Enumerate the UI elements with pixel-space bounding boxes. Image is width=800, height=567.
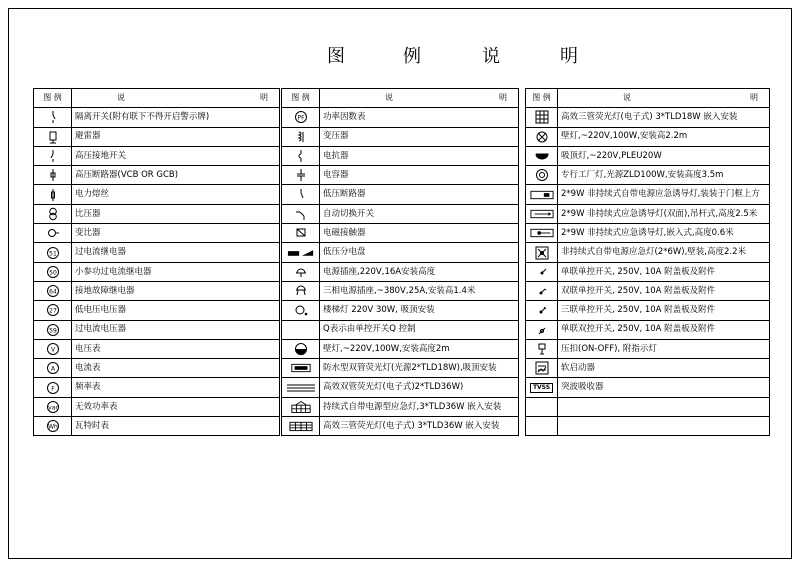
table-row: [282, 378, 519, 397]
exit-sign-icon: [530, 188, 554, 202]
symbol-cell: [34, 339, 72, 358]
table-row: [282, 281, 519, 300]
description-cell: 2*9W 非持续式应急诱导灯(双面),吊杆式,高度2.5米: [558, 204, 770, 223]
waterproof-fluorescent-icon: [290, 361, 312, 375]
description-cell: 2*9W 非持续式应急诱导灯,嵌入式,高度0.6米: [558, 224, 770, 243]
svg-text:27: 27: [48, 307, 57, 315]
svg-text:64: 64: [48, 288, 57, 296]
triple-switch-icon: [535, 303, 549, 317]
table-row: [282, 127, 519, 146]
ceiling-lamp-icon: [294, 303, 308, 317]
description-cell: 电源插座,220V,16A安装高度: [320, 262, 519, 281]
symbol-cell: [34, 185, 72, 204]
direction-sign-icon: [530, 207, 554, 221]
table-header: [282, 89, 519, 108]
description-cell: 电容器: [320, 166, 519, 185]
page-title: [0, 42, 800, 72]
table-row: [282, 204, 519, 223]
header-desc-left: 说: [117, 93, 125, 103]
header-symbol: 图 例: [34, 89, 72, 108]
table-row: [526, 146, 770, 165]
symbol-cell: [526, 185, 558, 204]
symbol-cell: [526, 339, 558, 358]
description-cell: 突波吸收器: [558, 378, 770, 397]
socket-icon: [294, 265, 308, 279]
table-row: [526, 301, 770, 320]
description-cell: 低压分电盘: [320, 243, 519, 262]
legend-table-1: [33, 88, 280, 436]
power-factor-meter-icon: [294, 110, 308, 124]
tvss-icon: TVSS: [530, 383, 553, 393]
description-cell: 电力熔丝: [72, 185, 280, 204]
svg-text:51: 51: [48, 250, 57, 258]
table-row: [34, 301, 280, 320]
title-char: 图: [327, 46, 345, 67]
symbol-cell: [34, 224, 72, 243]
symbol-cell: [526, 127, 558, 146]
legend-table-2: [281, 88, 519, 436]
description-cell: 高效三管荧光灯(电子式) 3*TLD36W 嵌入安装: [320, 417, 519, 436]
emergency-box-icon: [535, 246, 549, 260]
description-cell: 频率表: [72, 378, 280, 397]
description-cell: 变比器: [72, 224, 280, 243]
double-fluorescent-icon: [286, 381, 316, 395]
symbol-cell: [282, 417, 320, 436]
description-cell: 专行工厂灯,光源ZLD100W,安装高度3.5m: [558, 166, 770, 185]
description-cell: 楼梯灯 220V 30W, 吸顶安装: [320, 301, 519, 320]
table-row: [34, 185, 280, 204]
transformer-coil-icon: [294, 130, 308, 144]
symbol-cell: [526, 417, 558, 436]
table-row: [34, 166, 280, 185]
ammeter-icon: [46, 361, 60, 375]
symbol-cell: [526, 281, 558, 300]
description-cell: 电压表: [72, 339, 280, 358]
grid-fluorescent-icon: [535, 110, 549, 124]
table-row: [34, 127, 280, 146]
symbol-cell: [526, 262, 558, 281]
symbol-cell: [526, 108, 558, 127]
svg-text:Wh: Wh: [47, 423, 58, 431]
description-cell: 高压接地开关: [72, 146, 280, 165]
symbol-cell: [526, 397, 558, 416]
table-row: [34, 281, 280, 300]
description-cell: 功率因数表: [320, 108, 519, 127]
svg-text:50: 50: [48, 269, 57, 277]
symbol-cell: [282, 301, 320, 320]
reactive-power-meter-icon: [46, 400, 60, 414]
description-cell: 2*9W 非持续式自带电源应急诱导灯,装装于门框上方: [558, 185, 770, 204]
description-cell: 吸顶灯,~220V,PLEU20W: [558, 146, 770, 165]
table-row: [34, 397, 280, 416]
table-row: [282, 185, 519, 204]
wall-lamp-icon: [294, 342, 308, 356]
description-cell: 双联单控开关, 250V, 10A 附盖板及附件: [558, 281, 770, 300]
title-char: 明: [560, 46, 578, 67]
header-description: [558, 89, 770, 108]
table-row: [282, 108, 519, 127]
double-switch-icon: [535, 284, 549, 298]
table-row: [34, 243, 280, 262]
table-row: [526, 243, 770, 262]
description-cell: 过电流继电器: [72, 243, 280, 262]
description-cell: 接地故障继电器: [72, 281, 280, 300]
table-row: [34, 320, 280, 339]
table-row: [34, 224, 280, 243]
auto-transfer-switch-icon: [294, 207, 308, 221]
svg-text:A: A: [50, 365, 55, 373]
description-cell: 三相电源插座,~380V,25A,安装高1.4米: [320, 281, 519, 300]
direction-sign-2-icon: [530, 226, 554, 240]
table-row: [526, 320, 770, 339]
symbol-cell: [526, 166, 558, 185]
watthour-meter-icon: [46, 419, 60, 433]
description-cell: 变压器: [320, 127, 519, 146]
header-symbol: 图 例: [526, 89, 558, 108]
symbol-cell: [526, 146, 558, 165]
description-cell: 隔离开关(附有联下不得开启警示牌): [72, 108, 280, 127]
symbol-cell: [282, 204, 320, 223]
symbol-cell: [526, 359, 558, 378]
table-row: [526, 397, 770, 416]
symbol-cell: [282, 262, 320, 281]
table-row: [526, 378, 770, 397]
description-cell: 持续式自带电源型应急灯,3*TLD36W 嵌入安装: [320, 397, 519, 416]
header-description: [320, 89, 519, 108]
title-char: 例: [403, 46, 421, 67]
header-desc-right: 明: [499, 93, 507, 103]
capacitor-icon: [294, 168, 308, 182]
triple-fluorescent-icon: [289, 419, 313, 433]
table-row: [526, 108, 770, 127]
symbol-cell: [282, 166, 320, 185]
emergency-lamp-icon: [290, 400, 312, 414]
symbol-cell: [34, 397, 72, 416]
symbol-cell: [34, 320, 72, 339]
lv-distribution-board-icon: [287, 246, 315, 260]
ceiling-lamp-2-icon: [535, 149, 549, 163]
symbol-cell: [282, 146, 320, 165]
symbol-cell: [34, 243, 72, 262]
table-row: [282, 166, 519, 185]
symbol-cell: [34, 378, 72, 397]
svg-text:59: 59: [48, 327, 57, 335]
table-row: [282, 397, 519, 416]
title-char: 说: [482, 46, 500, 67]
description-cell: 高压断路器(VCB OR GCB): [72, 166, 280, 185]
table-row: [282, 262, 519, 281]
description-cell: 过电流电压器: [72, 320, 280, 339]
table-row: [282, 320, 519, 339]
symbol-cell: [526, 243, 558, 262]
table-header: [34, 89, 280, 108]
symbol-cell: [34, 127, 72, 146]
description-cell: 瓦特时表: [72, 417, 280, 436]
symbol-cell: [282, 359, 320, 378]
symbol-cell: [282, 108, 320, 127]
description-cell: Q表示由单控开关Q 控制: [320, 320, 519, 339]
description-cell: 高效双管荧光灯(电子式)2*TLD36W): [320, 378, 519, 397]
transformer-icon: [46, 207, 60, 221]
table-row: [282, 243, 519, 262]
symbol-cell: [282, 378, 320, 397]
single-switch-icon: [535, 265, 549, 279]
svg-text:var: var: [47, 404, 58, 412]
table-row: [526, 262, 770, 281]
symbol-cell: [34, 204, 72, 223]
undervoltage-relay-icon: [46, 303, 60, 317]
wall-lamp-2-icon: [535, 130, 549, 144]
svg-text:F: F: [50, 385, 55, 393]
ground-fault-relay-icon: [46, 284, 60, 298]
description-cell: 压扣(ON-OFF), 附指示灯: [558, 339, 770, 358]
symbol-cell: [282, 185, 320, 204]
description-cell: 壁灯,~220V,100W,安装高度2m: [320, 339, 519, 358]
table-row: [34, 262, 280, 281]
symbol-cell: [526, 204, 558, 223]
svg-text:V: V: [50, 346, 55, 354]
description-cell: 小参功过电流继电器: [72, 262, 280, 281]
table-row: [34, 108, 280, 127]
table-row: [282, 301, 519, 320]
symbol-cell: [282, 397, 320, 416]
lv-breaker-icon: [294, 188, 308, 202]
symbol-cell: [526, 224, 558, 243]
symbol-cell: [526, 378, 558, 397]
header-description: [72, 89, 280, 108]
description-cell: 电磁接触器: [320, 224, 519, 243]
overcurrent-relay-icon: [46, 246, 60, 260]
symbol-cell: [34, 359, 72, 378]
reactor-icon: [294, 149, 308, 163]
table-row: [282, 359, 519, 378]
table-row: [282, 417, 519, 436]
two-way-switch-icon: [535, 323, 549, 337]
symbol-cell: [282, 127, 320, 146]
three-phase-socket-icon: [294, 284, 308, 298]
symbol-cell: [526, 320, 558, 339]
table-row: [526, 127, 770, 146]
symbol-cell: [282, 339, 320, 358]
description-cell: 无效功率表: [72, 397, 280, 416]
table-row: [526, 185, 770, 204]
symbol-cell: [34, 166, 72, 185]
table-row: [282, 224, 519, 243]
symbol-cell: [282, 243, 320, 262]
overcurrent-relay-b-icon: [46, 323, 60, 337]
description-cell: 电抗器: [320, 146, 519, 165]
table-row: [34, 378, 280, 397]
table-row: [526, 339, 770, 358]
header-desc-right: 明: [260, 93, 268, 103]
description-cell: 低电压电压器: [72, 301, 280, 320]
description-cell: 低压断路器: [320, 185, 519, 204]
hv-earthing-switch-icon: [46, 149, 60, 163]
frequency-meter-icon: [46, 381, 60, 395]
table-header: [526, 89, 770, 108]
symbol-cell: [34, 146, 72, 165]
svg-text:PF: PF: [296, 114, 305, 122]
symbol-cell: [34, 281, 72, 300]
description-cell: [558, 397, 770, 416]
table-row: [526, 204, 770, 223]
push-button-icon: [535, 342, 549, 356]
table-row: [526, 281, 770, 300]
symbol-cell: [34, 301, 72, 320]
table-row: [34, 359, 280, 378]
header-desc-right: 明: [750, 93, 758, 103]
arrester-icon: [46, 130, 60, 144]
table-row: [34, 204, 280, 223]
current-transformer-icon: [46, 226, 60, 240]
description-cell: 单联双控开关, 250V, 10A 附盖板及附件: [558, 320, 770, 339]
description-cell: 单联单控开关, 250V, 10A 附盖板及附件: [558, 262, 770, 281]
factory-lamp-icon: [535, 168, 549, 182]
description-cell: 壁灯,~220V,100W,安装高2.2m: [558, 127, 770, 146]
symbol-cell: [34, 262, 72, 281]
voltmeter-icon: [46, 342, 60, 356]
table-row: [526, 359, 770, 378]
legend-table-3: [525, 88, 770, 436]
symbol-cell: [34, 108, 72, 127]
symbol-cell: [282, 281, 320, 300]
description-cell: 防水型双管荧光灯(光源2*TLD18W),吸顶安装: [320, 359, 519, 378]
description-cell: 电流表: [72, 359, 280, 378]
table-row: [34, 146, 280, 165]
description-cell: [558, 417, 770, 436]
hv-breaker-icon: [46, 168, 60, 182]
header-desc-left: 说: [623, 93, 631, 103]
description-cell: 软启动器: [558, 359, 770, 378]
description-cell: 避雷器: [72, 127, 280, 146]
small-current-relay-icon: [46, 265, 60, 279]
isolator-switch-icon: [46, 110, 60, 124]
power-fuse-icon: [46, 188, 60, 202]
symbol-cell: [282, 320, 320, 339]
table-row: [526, 224, 770, 243]
symbol-cell: [526, 301, 558, 320]
table-row: [526, 417, 770, 436]
description-cell: 自动切换开关: [320, 204, 519, 223]
description-cell: 高效三管荧光灯(电子式) 3*TLD18W 嵌入安装: [558, 108, 770, 127]
soft-starter-icon: [535, 361, 549, 375]
table-row: [34, 417, 280, 436]
table-row: [526, 166, 770, 185]
description-cell: 比压器: [72, 204, 280, 223]
description-cell: 三联单控开关, 250V, 10A 附盖板及附件: [558, 301, 770, 320]
symbol-cell: [282, 224, 320, 243]
contactor-icon: [294, 226, 308, 240]
header-symbol: 图 例: [282, 89, 320, 108]
table-row: [282, 339, 519, 358]
header-desc-left: 说: [385, 93, 393, 103]
table-row: [282, 146, 519, 165]
table-row: [34, 339, 280, 358]
description-cell: 非持续式自带电源应急灯(2*6W),壁装,高度2.2米: [558, 243, 770, 262]
symbol-cell: [34, 417, 72, 436]
